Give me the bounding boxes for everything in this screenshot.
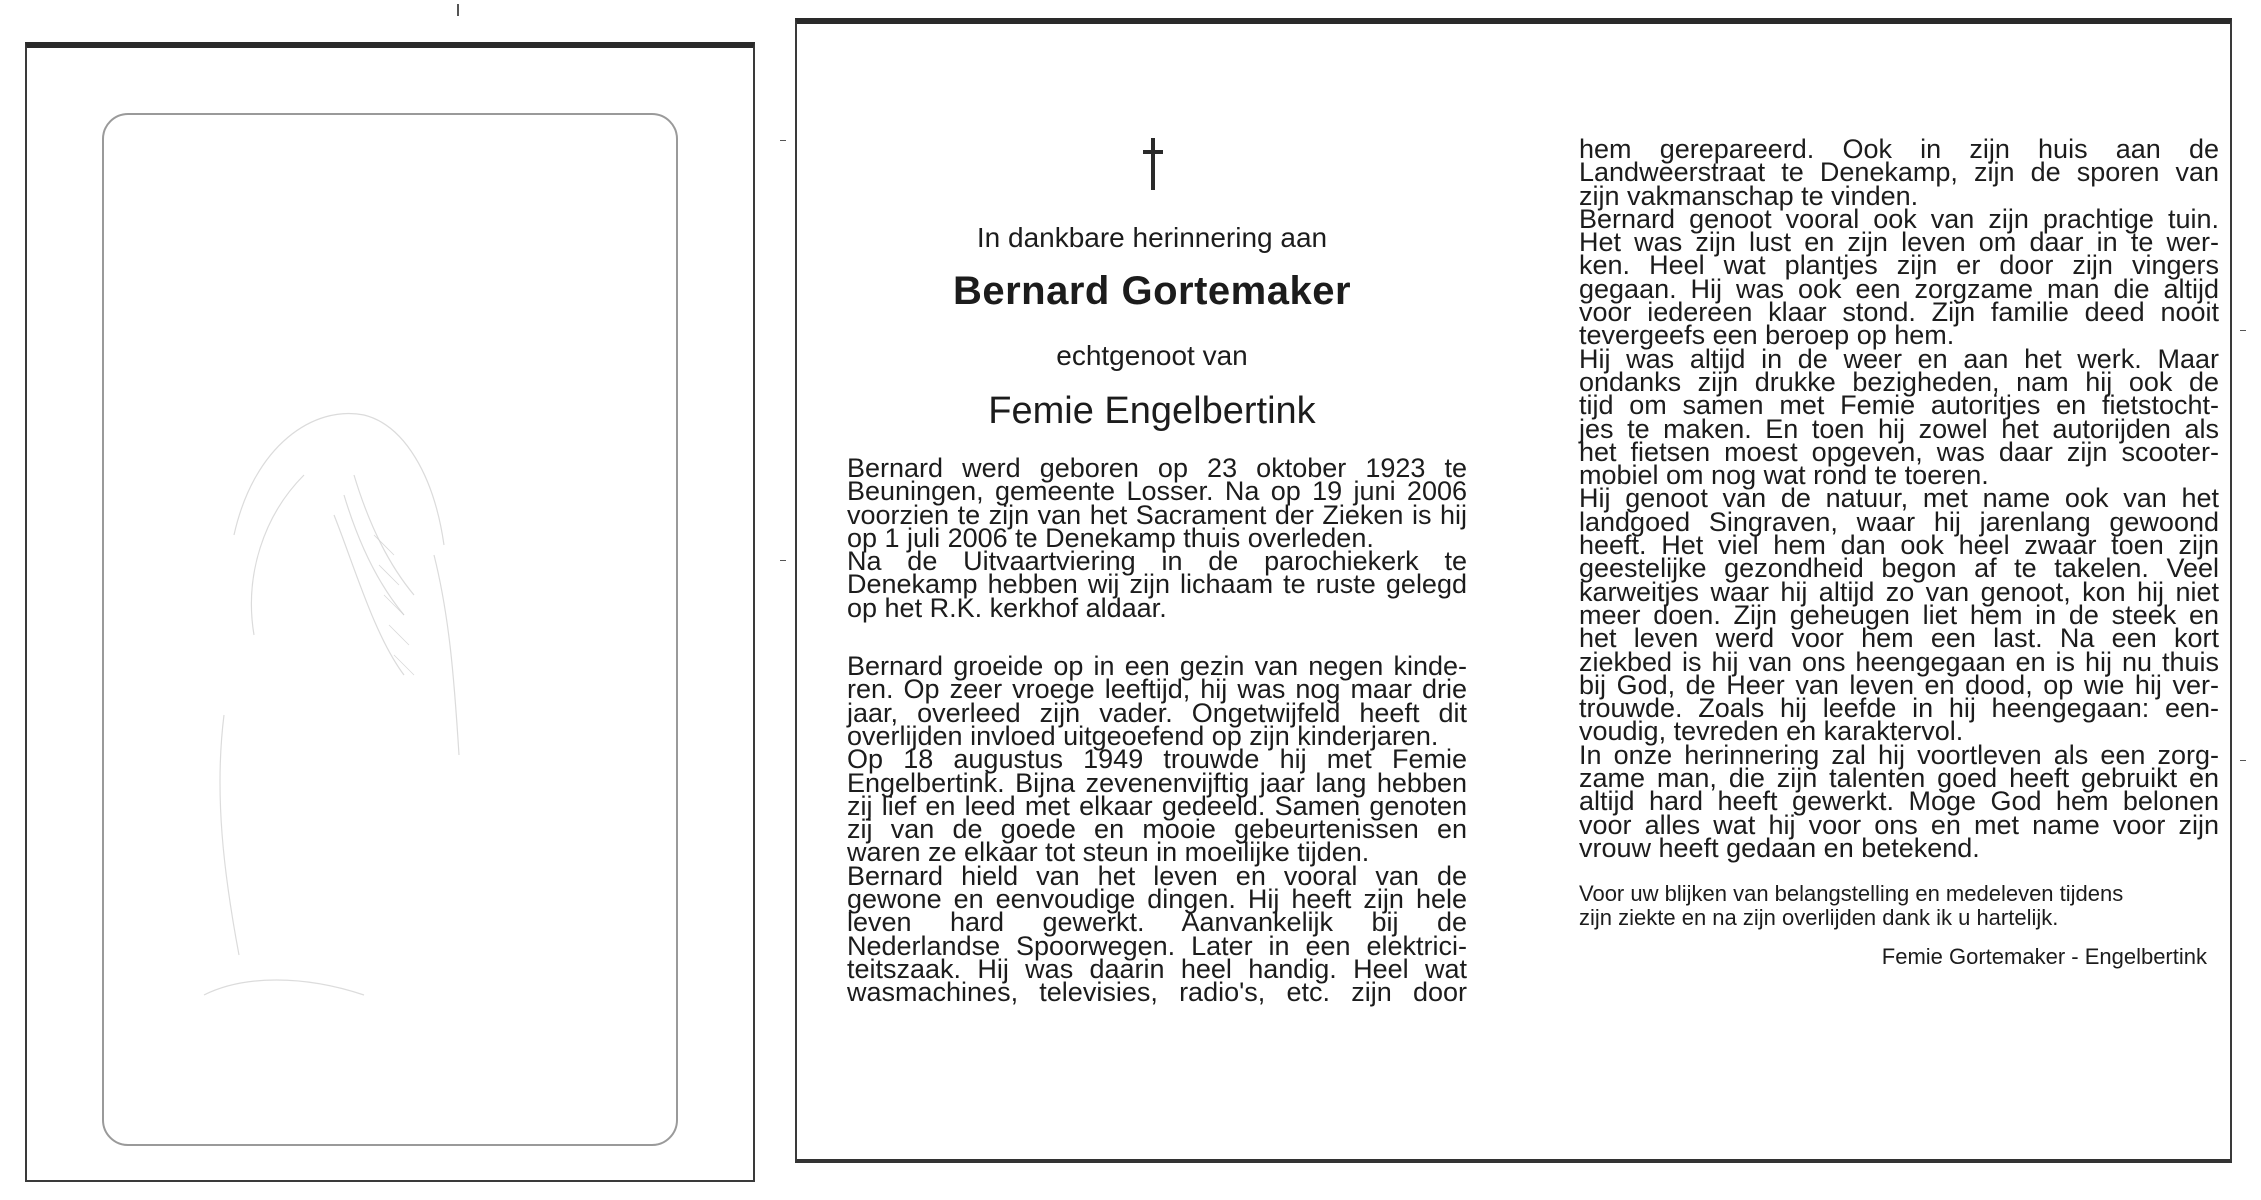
closing-thanks	[1579, 882, 2219, 930]
text-line: voor iedereen klaar stond. Zijn familie deed nooit	[1579, 297, 2219, 328]
text-line: gegaan. Hij was ook een zorgzame man die altijd	[1579, 273, 2219, 304]
text-line: zij lief en leed met elkaar gedeeld. Samen genoten	[847, 790, 1467, 821]
text-line: voudig, tevreden en karaktervol.	[1579, 716, 1964, 747]
spouse-name: Femie Engelbertink	[988, 390, 1316, 432]
text-line: Bernard groeide op in een gezin van negen kinde-	[847, 651, 1467, 682]
paragraph-biography-3	[1579, 134, 2219, 863]
text-line: zame man, die zijn talenten goed heeft gebruikt en	[1579, 763, 2219, 794]
text-line: heeft. Het viel hem dan ook heel zwaar toen zijn	[1579, 530, 2219, 561]
scan-mark	[780, 560, 786, 561]
text-line: tijd om samen met Femie autoritjes en fietstocht-	[1579, 390, 2219, 421]
text-line: geestelijke gezondheid begon af te takelen. Veel	[1579, 553, 2219, 584]
paragraph-biography-2	[847, 651, 1467, 1008]
text-line: het leven werd voor hem een last. Na een kort	[1579, 623, 2219, 654]
scan-mark	[780, 140, 786, 141]
closing-line: zijn ziekte en na zijn overlijden dank ik u hartelijk.	[1579, 905, 2059, 931]
text-line: Denekamp hebben wij zijn lichaam te ruste gelegd	[847, 569, 1467, 600]
intro-text: In dankbare herinnering aan	[976, 222, 1328, 253]
text-line: op 1 juli 2006 te Denekamp thuis overleden.	[847, 522, 1374, 553]
scan-mark	[2240, 760, 2246, 761]
text-line: trouwde. Zoals hij leefde in hij heengegaan: een-	[1579, 693, 2219, 724]
signature: Femie Gortemaker - Engelbertink	[1881, 944, 2207, 970]
text-line: mobiel om nog wat rond te toeren.	[1579, 460, 1989, 491]
text-line: Hij was altijd in de weer en aan het werk. Maar	[1579, 343, 2219, 374]
text-line: Bernard werd geboren op 23 oktober 1923 te	[847, 453, 1467, 483]
text-line: voor alles wat hij voor ons en met name voor zijn	[1579, 809, 2219, 840]
text-line: ziekbed is hij van ons heengegaan en is hij nu thuis	[1579, 646, 2219, 677]
text-line: waren ze elkaar tot steun in moeilijke tijden.	[847, 837, 1370, 868]
text-line: vrouw heeft gedaan en betekend.	[1579, 832, 1980, 863]
text-line: zijn vakmanschap te vinden.	[1579, 180, 1919, 211]
text-line: op het R.K. kerkhof aldaar.	[847, 592, 1167, 623]
text-line: karweitjes waar hij altijd zo van genoot, kon hij niet	[1579, 576, 2219, 607]
text-line: leven hard gewerkt. Aanvankelijk bij de	[847, 907, 1467, 938]
text-line: landgoed Singraven, waar hij jarenlang gewoond	[1579, 506, 2219, 537]
text-column-right	[1579, 134, 2219, 970]
text-line: Bernard genoot vooral ook van zijn prachtige tuin.	[1579, 203, 2219, 234]
scan-mark	[457, 4, 459, 16]
text-line: ondanks zijn drukke bezigheden, nam hij ook de	[1579, 366, 2219, 397]
deceased-name: Bernard Gortemaker	[952, 269, 1352, 313]
cross-icon	[1143, 138, 1163, 190]
text-line: Op 18 augustus 1949 trouwde hij met Femie	[847, 744, 1467, 775]
text-line: Het was zijn lust en zijn leven om daar in te wer-	[1579, 227, 2219, 258]
text-column-left	[847, 453, 1467, 1008]
text-line: het fietsen moest opgeven, was daar zijn scooter-	[1579, 436, 2219, 467]
text-line: bij God, de Heer van leven en dood, op wie hij ver-	[1579, 669, 2219, 700]
text-line: wasmachines, televisies, radio's, etc. zijn door	[847, 977, 1467, 1008]
photo-frame	[102, 113, 678, 1146]
text-line: meer doen. Zijn geheugen liet hem in de steek en	[1579, 599, 2219, 630]
text-line: Landweerstraat te Denekamp, zijn de sporen van	[1579, 157, 2219, 188]
text-line: overlijden invloed uitgeoefend op zijn kinderjaren.	[847, 720, 1439, 751]
text-line: ken. Heel wat plantjes zijn er door zijn vingers	[1579, 250, 2219, 281]
text-line: Beuningen, gemeente Losser. Na op 19 juni 2006	[847, 476, 1467, 507]
text-line: Hij genoot van de natuur, met name ook van het	[1579, 483, 2219, 514]
scan-mark	[2240, 330, 2246, 331]
text-line: Na de Uitvaartviering in de parochiekerk te	[847, 546, 1467, 577]
text-line: In onze herinnering zal hij voortleven als een zorg-	[1579, 739, 2219, 770]
text-line: voorzien te zijn van het Sacrament der Zieken is hij	[847, 499, 1467, 530]
text-line: teitszaak. Hij was daarin heel handig. Heel wat	[847, 953, 1467, 984]
relation-text: echtgenoot van	[1056, 340, 1248, 371]
text-line: jaar, overleed zijn vader. Ongetwijfeld heeft dit	[847, 697, 1467, 728]
text-line: zij van de goede en mooie gebeurtenissen en	[847, 814, 1467, 845]
card-right-panel	[795, 18, 2232, 1163]
paragraph-biography-1	[847, 453, 1467, 623]
text-line: Nederlandse Spoorwegen. Later in een elektrici-	[847, 930, 1467, 961]
text-line: jes te maken. En toen hij zowel het autorijden als	[1579, 413, 2219, 444]
text-line: Bernard hield van het leven en vooral van de	[847, 860, 1467, 891]
text-line: gewone en eenvoudige dingen. Hij heeft zijn hele	[847, 884, 1467, 915]
faded-portrait-image	[104, 115, 676, 1144]
card-left-panel	[25, 42, 755, 1182]
text-line: altijd hard heeft gewerkt. Moge God hem belonen	[1579, 786, 2219, 817]
closing-line: Voor uw blijken van belangstelling en medeleven tijdens	[1579, 881, 2124, 907]
text-line: tevergeefs een beroep op hem.	[1579, 320, 1955, 351]
text-line: hem gerepareerd. Ook in zijn huis aan de	[1579, 134, 2219, 164]
text-line: ren. Op zeer vroege leeftijd, hij was nog maar drie	[847, 674, 1467, 705]
text-line: Engelbertink. Bijna zevenenvijftig jaar lang hebben	[847, 767, 1467, 798]
